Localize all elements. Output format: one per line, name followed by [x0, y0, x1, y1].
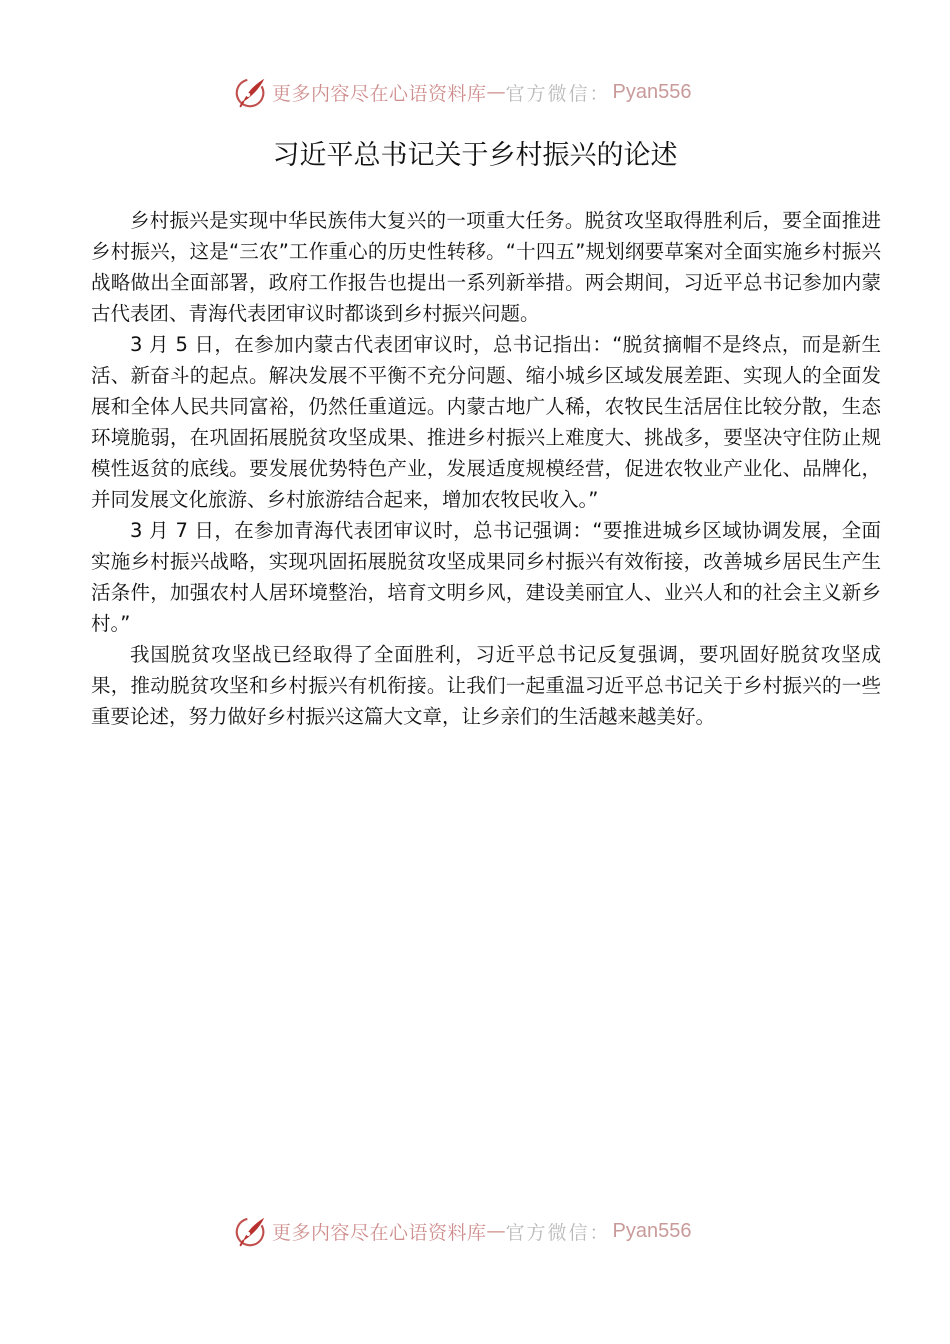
quill-pen-logo-icon [232, 73, 270, 111]
watermark-brand-text: 更多内容尽在心语资料库 [272, 1221, 487, 1244]
paragraph-march-5: 3 月 5 日，在参加内蒙古代表团审议时，总书记指出：“脱贫摘帽不是终点，而是新生活、新奋斗的起点。解决发展不平衡不充分问题、缩小城乡区域发展差距、实现人的全面发展和全体人民共同富裕，仍然任重道远。内蒙古地广人稀，农牧民生活居住比较分散，生态环境脆弱，在巩固拓展脱贫攻坚成果、推进乡村振兴上难度大、挑战多，要坚决守住防止规模性返贫的底线。要发展优势特色产业，发展适度规模经营，促进农牧业产业化、品牌化，并同发展文化旅游、乡村旅游结合起来，增加农牧民收入。” [91, 333, 881, 511]
paragraph-intro: 乡村振兴是实现中华民族伟大复兴的一项重大任务。脱贫攻坚取得胜利后，要全面推进乡村振兴，这是“三农”工作重心的历史性转移。“十四五”规划纲要草案对全面实施乡村振兴战略做出全面部署，政府工作报告也提出一系列新举措。两会期间，习近平总书记参加内蒙古代表团、青海代表团审议时都谈到乡村振兴问题。 [91, 209, 881, 325]
header-watermark [232, 72, 692, 112]
quill-pen-logo-icon [232, 1212, 270, 1250]
watermark-wechat-label: 官方微信： [505, 82, 611, 105]
document-body [91, 205, 881, 732]
watermark-wechat-id: Pyan556 [612, 1219, 692, 1242]
footer-watermark [232, 1211, 692, 1251]
watermark-brand-text: 更多内容尽在心语资料库 [272, 82, 487, 105]
watermark-wechat-id: Pyan556 [612, 80, 692, 103]
document-title: 习近平总书记关于乡村振兴的论述 [272, 140, 678, 171]
watermark-separator: — [486, 81, 506, 103]
paragraph-march-7: 3 月 7 日，在参加青海代表团审议时，总书记强调：“要推进城乡区域协调发展，全面实施乡村振兴战略，实现巩固拓展脱贫攻坚成果同乡村振兴有效衔接，改善城乡居民生产生活条件，加强农村人居环境整治，培育文明乡风，建设美丽宜人、业兴人和的社会主义新乡村。” [91, 519, 881, 635]
watermark-wechat-label: 官方微信： [505, 1221, 611, 1244]
watermark-separator: — [486, 1220, 506, 1242]
paragraph-conclusion: 我国脱贫攻坚战已经取得了全面胜利，习近平总书记反复强调，要巩固好脱贫攻坚成果，推动脱贫攻坚和乡村振兴有机衔接。让我们一起重温习近平总书记关于乡村振兴的一些重要论述，努力做好乡村振兴这篇大文章，让乡亲们的生活越来越美好。 [91, 643, 881, 728]
